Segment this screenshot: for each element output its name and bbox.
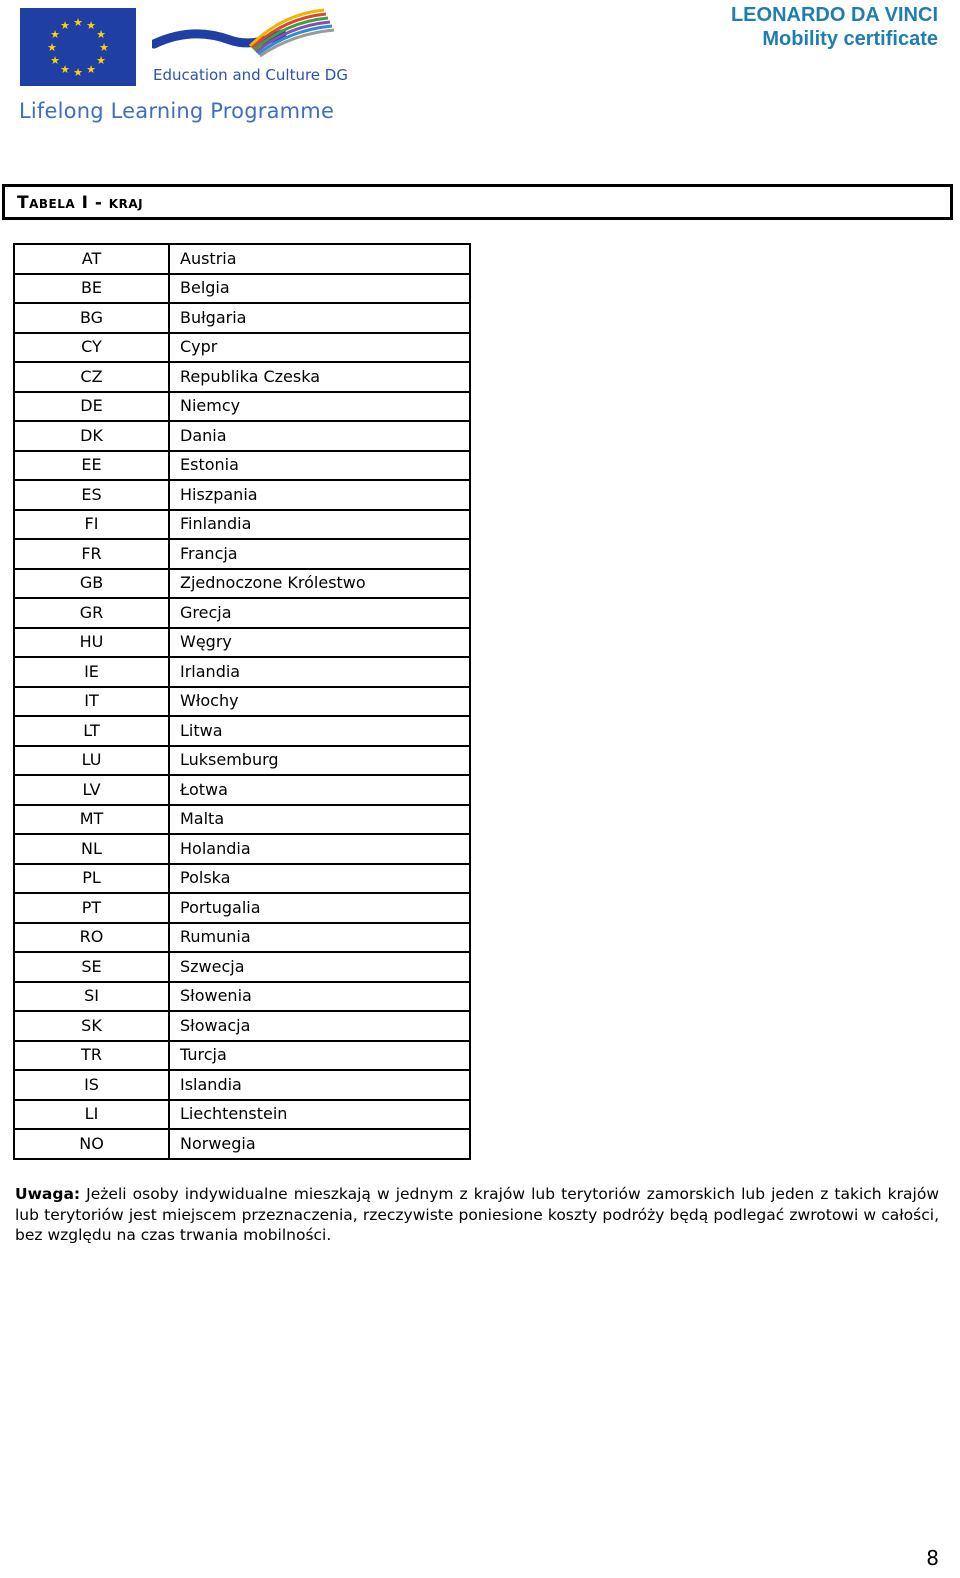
svg-text:★: ★ [96,54,106,67]
note-paragraph [15,1184,939,1246]
svg-text:★: ★ [60,63,70,76]
note-text: Jeżeli osoby indywidualne mieszkają w jednym z krajów lub terytoriów zamorskich lub jeden z takich krajów lub terytoriów jest miejscem przeznaczenia, rzeczywiste poniesione koszty podróży będą podlegać zwrotowi w całości, bez względu na czas trwania mobilności. [15,1185,939,1244]
country-code: HU [14,628,169,658]
table-row [14,893,470,923]
country-name: Rumunia [169,923,470,953]
country-name: Norwegia [169,1129,470,1159]
document-header [731,3,938,51]
table-row [14,628,470,658]
table-row [14,451,470,481]
country-name: Łotwa [169,775,470,805]
country-name: Turcja [169,1041,470,1071]
svg-text:★: ★ [73,66,83,79]
table-row [14,1070,470,1100]
country-code: CZ [14,362,169,392]
table-row [14,333,470,363]
svg-text:★: ★ [50,28,60,41]
note-label: Uwaga: [15,1185,81,1203]
country-name: Portugalia [169,893,470,923]
country-name: Niemcy [169,392,470,422]
country-code: IS [14,1070,169,1100]
country-code: CY [14,333,169,363]
country-name: Malta [169,805,470,835]
svg-text:★: ★ [60,19,70,32]
country-name: Estonia [169,451,470,481]
page-number: 8 [926,1546,939,1570]
table-row [14,274,470,304]
country-table-body [14,244,470,1159]
country-name: Republika Czeska [169,362,470,392]
country-code: FR [14,539,169,569]
table-row [14,1129,470,1159]
table-row [14,392,470,422]
country-name: Luksemburg [169,746,470,776]
programme-name: LEONARDO DA VINCI [730,4,938,26]
dg-label: Education and Culture DG [153,66,348,84]
country-name: Słowacja [169,1011,470,1041]
section-title-box [2,184,953,220]
eu-flag-icon [20,8,136,86]
table-row [14,952,470,982]
certificate-type: Mobility certificate [762,28,938,50]
table-row [14,746,470,776]
country-name: Islandia [169,1070,470,1100]
country-name: Holandia [169,834,470,864]
country-name: Liechtenstein [169,1100,470,1130]
svg-text:★: ★ [47,41,57,54]
table-row [14,1011,470,1041]
country-code: PL [14,864,169,894]
table-row [14,1100,470,1130]
country-code: DK [14,421,169,451]
country-code: GB [14,569,169,599]
table-row [14,539,470,569]
country-code: TR [14,1041,169,1071]
country-code: MT [14,805,169,835]
programme-label: Lifelong Learning Programme [19,99,335,123]
country-code: PT [14,893,169,923]
country-name: Cypr [169,333,470,363]
country-name: Polska [169,864,470,894]
svg-text:★: ★ [86,63,96,76]
country-code: LT [14,716,169,746]
table-row [14,244,470,274]
table-row [14,716,470,746]
section-title: Tabela I - kraj [17,193,144,213]
country-name: Dania [169,421,470,451]
country-name: Francja [169,539,470,569]
svg-text:★: ★ [86,19,96,32]
country-code: IT [14,687,169,717]
dg-swoosh-icon [152,4,348,64]
country-code: ES [14,480,169,510]
table-row [14,510,470,540]
country-code: IE [14,657,169,687]
country-code: SE [14,952,169,982]
country-name: Irlandia [169,657,470,687]
country-name: Zjednoczone Królestwo [169,569,470,599]
country-name: Finlandia [169,510,470,540]
svg-text:★: ★ [96,28,106,41]
country-code: BE [14,274,169,304]
svg-text:★: ★ [73,16,83,29]
country-name: Litwa [169,716,470,746]
country-code: AT [14,244,169,274]
country-code: LU [14,746,169,776]
svg-text:★: ★ [99,41,109,54]
country-code: LV [14,775,169,805]
table-row [14,569,470,599]
country-code: BG [14,303,169,333]
country-name: Belgia [169,274,470,304]
country-code: EE [14,451,169,481]
eu-programme-logo [12,2,348,134]
svg-text:★: ★ [50,54,60,67]
country-name: Słowenia [169,982,470,1012]
table-row [14,982,470,1012]
country-code: SI [14,982,169,1012]
country-name: Węgry [169,628,470,658]
table-row [14,687,470,717]
country-code: NL [14,834,169,864]
table-row [14,421,470,451]
table-row [14,362,470,392]
table-row [14,834,470,864]
country-name: Hiszpania [169,480,470,510]
country-name: Grecja [169,598,470,628]
country-code: RO [14,923,169,953]
table-row [14,775,470,805]
table-row [14,657,470,687]
country-name: Austria [169,244,470,274]
country-name: Szwecja [169,952,470,982]
table-row [14,923,470,953]
country-code: SK [14,1011,169,1041]
country-code: NO [14,1129,169,1159]
table-row [14,480,470,510]
table-row [14,805,470,835]
country-name: Włochy [169,687,470,717]
table-row [14,598,470,628]
table-row [14,864,470,894]
country-code: LI [14,1100,169,1130]
country-table [13,243,471,1160]
country-code: FI [14,510,169,540]
country-code: GR [14,598,169,628]
country-name: Bułgaria [169,303,470,333]
country-code: DE [14,392,169,422]
table-row [14,1041,470,1071]
table-row [14,303,470,333]
